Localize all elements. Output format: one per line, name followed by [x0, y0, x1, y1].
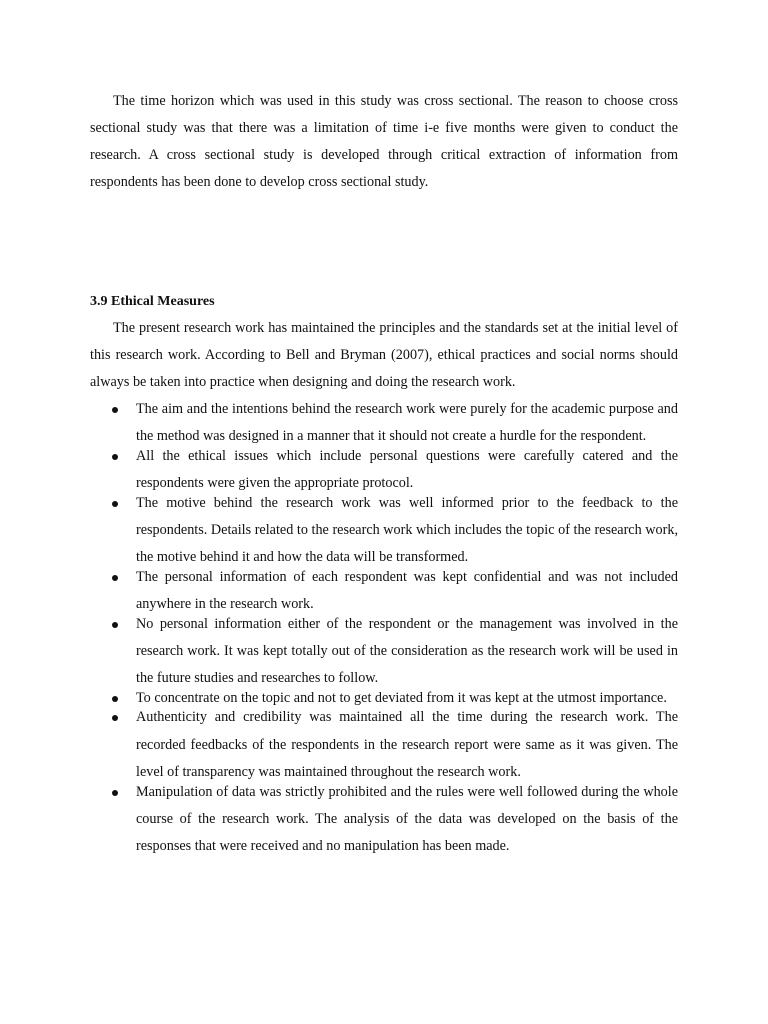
ethical-measures-list — [90, 396, 678, 861]
bullet-icon — [112, 407, 118, 413]
bullet-icon — [112, 454, 118, 460]
list-item-text: The motive behind the research work was well informed prior to the feedback to the respondents. Details related to the research work which includes the topic of the research work, the motive behind it and how the data will be transformed. — [136, 494, 678, 566]
document-page — [90, 88, 678, 853]
bullet-icon — [112, 790, 118, 796]
section-spacer — [90, 196, 678, 289]
bullet-icon — [112, 715, 118, 721]
intro-paragraph: The time horizon which was used in this study was cross sectional. The reason to choose cross sectional study was that there was a limitation of time i-e five months were given to conduct the research. A cross sectional study is developed through critical extraction of information from respondents has been done to develop cross sectional study. — [90, 93, 678, 190]
list-item — [90, 611, 678, 693]
bullet-icon — [112, 575, 118, 581]
list-item-text: The aim and the intentions behind the research work were purely for the academic purpose and the method was designed in a manner that it should not create a hurdle for the respondent. — [136, 401, 678, 445]
bullet-icon — [112, 622, 118, 628]
list-item — [90, 704, 678, 786]
bullet-icon — [112, 501, 118, 507]
list-item-text: All the ethical issues which include personal questions were carefully catered and the respondents were given the appropriate protocol. — [136, 447, 678, 492]
list-item-text: The personal information of each respondent was kept confidential and was not included anywhere in the research work. — [136, 568, 678, 613]
list-item-text: To concentrate on the topic and not to get deviated from it was kept at the utmost importance. — [136, 689, 667, 706]
list-item-text: Manipulation of data was strictly prohibited and the rules were well followed during the whole course of the research work. The analysis of the data was developed on the basis of the responses that were received and no manipulation has been made. — [136, 783, 678, 855]
list-item — [90, 490, 678, 572]
section-paragraph: The present research work has maintained the principles and the standards set at the initial level of this research work. According to Bell and Bryman (2007), ethical practices and social norms should always be taken into practice when designing and doing the research work. — [90, 320, 678, 390]
list-item-text: Authenticity and credibility was maintained all the time during the research work. The recorded feedbacks of the respondents in the research report were same as it was given. The level of transparency was maintained throughout the research work. — [136, 709, 678, 781]
bullet-icon — [112, 696, 118, 702]
list-item-text: No personal information either of the respondent or the management was involved in the research work. It was kept totally out of the consideration as the research work will be used in the future studies and researches to follow. — [136, 615, 678, 687]
list-item — [90, 779, 678, 861]
section-heading: 3.9 Ethical Measures — [90, 294, 215, 309]
